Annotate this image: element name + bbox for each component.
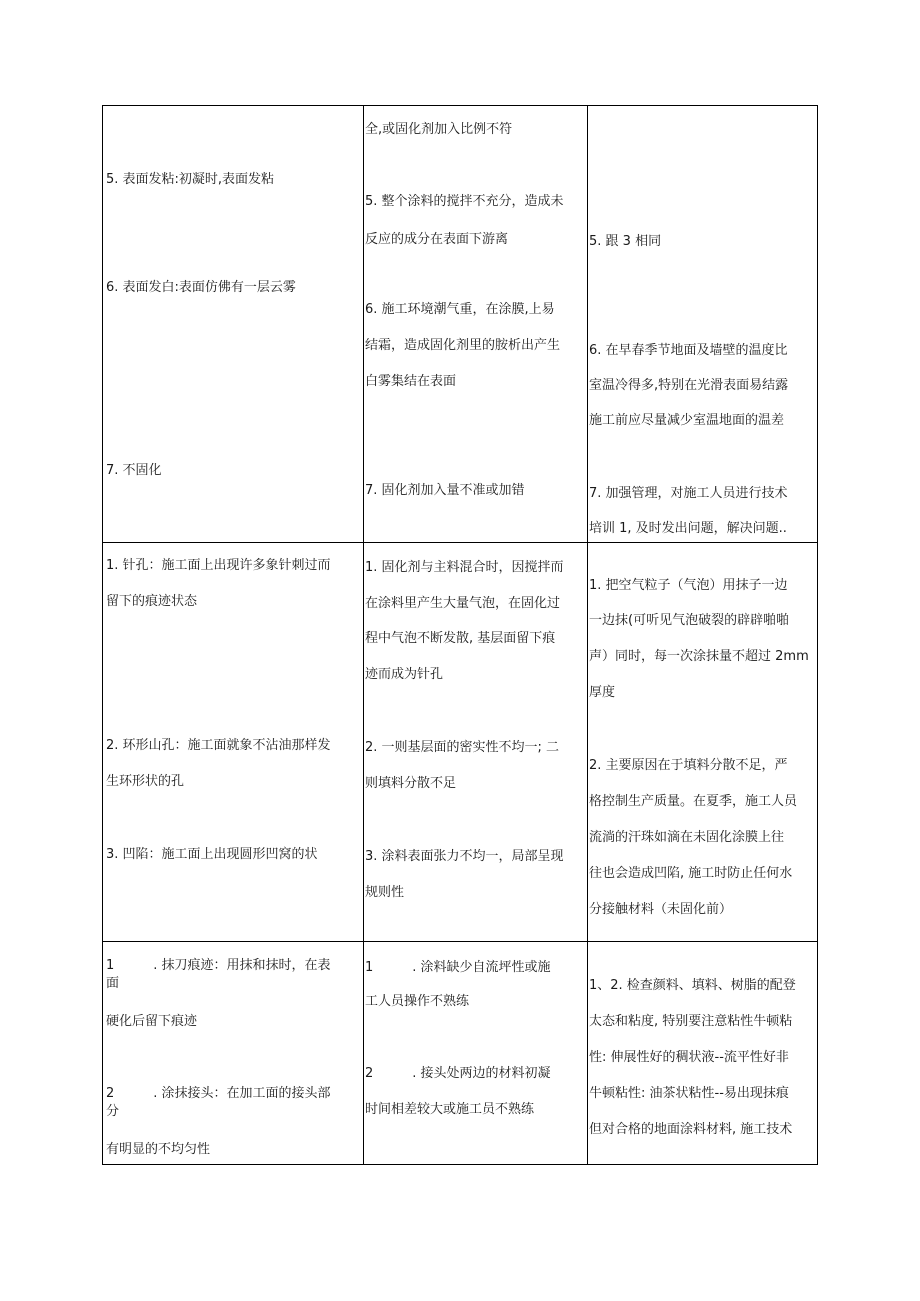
row3-symptom-line: 分	[106, 1104, 120, 1119]
row2-solution-line: 声）同时，每一次涂抹量不超过 2mm	[589, 649, 809, 664]
row1-cause-line: 白雾集结在表面	[365, 374, 457, 389]
row1-cause-line: 全,或固化剂加入比例不符	[365, 122, 513, 137]
row2-symptom-line: 生环形状的孔	[106, 774, 185, 789]
row3-symptom-line: 1 . 抹刀痕迹：用抹和抹时，在表	[106, 958, 331, 973]
row3-symptom-line: 面	[106, 976, 120, 991]
row3-cause-line: 1 . 涂料缺少自流坪性或施	[365, 960, 551, 975]
row3-solution-line: 太态和粘度, 特别要注意粘性牛顿粘	[589, 1014, 793, 1029]
row2-cause-line: 则填料分散不足	[365, 776, 457, 791]
row3-symptom-line: 硬化后留下痕迹	[106, 1014, 198, 1029]
column-divider-1	[363, 105, 364, 1165]
row3-symptom-line: 有明显的不均匀性	[106, 1142, 211, 1157]
row2-cause-line: 3. 涂料表面张力不均一，局部呈现	[365, 849, 564, 864]
row2-cause-line: 规则性	[365, 885, 405, 900]
table-border-top	[102, 105, 818, 106]
row1-cause-line: 反应的成分在表面下游离	[365, 232, 509, 247]
table-border-bottom	[102, 1164, 818, 1165]
row2-cause-line: 程中气泡不断发散, 基层面留下痕	[365, 631, 556, 646]
row2-solution-line: 一边抹(可听见气泡破裂的辟辟啪啪	[589, 613, 790, 628]
row1-cause-line: 6. 施工环境潮气重，在涂膜,上易	[365, 302, 555, 317]
row2-solution-line: 往也会造成凹陷, 施工时防止任何水	[589, 866, 793, 881]
row2-cause-line: 迹而成为针孔	[365, 667, 444, 682]
table-border-left	[102, 105, 103, 1165]
row1-solution-line: 室温冷得多,特别在光滑表面易结露	[589, 378, 789, 393]
row3-solution-line: 但对合格的地面涂料材料, 施工技术	[589, 1122, 793, 1137]
defects-table	[102, 105, 818, 1165]
row1-cause-line: 结霜，造成固化剂里的胺析出产生	[365, 338, 561, 353]
row2-solution-line: 1. 把空气粒子（气泡）用抹子一边	[589, 578, 788, 593]
row1-symptom-5: 5. 表面发粘:初凝时,表面发粘	[106, 172, 275, 187]
row2-symptom-line: 3. 凹陷：施工面上出现圆形凹窝的状	[106, 847, 318, 862]
row3-cause-line: 工人员操作不熟练	[365, 994, 470, 1009]
row3-cause-line: 时间相差较大或施工员不熟练	[365, 1102, 535, 1117]
row1-cause-line: 5. 整个涂料的搅拌不充分，造成未	[365, 194, 564, 209]
row-divider-1	[102, 542, 818, 543]
column-divider-2	[587, 105, 588, 1165]
row1-cause-line: 7. 固化剂加入量不准或加错	[365, 483, 525, 498]
row3-solution-line: 牛顿粘性: 油茶状粘性--易出现抹痕	[589, 1086, 789, 1101]
row3-solution-line: 1、2. 检查颜料、填料、树脂的配登	[589, 978, 796, 993]
row2-solution-line: 2. 主要原因在于填料分散不足，严	[589, 758, 788, 773]
row2-solution-line: 格控制生产质量。在夏季，施工人员	[589, 794, 798, 809]
row1-solution-line: 5. 跟 3 相同	[589, 234, 662, 249]
row-divider-2	[102, 941, 818, 942]
row3-symptom-line: 2 . 涂抹接头：在加工面的接头部	[106, 1086, 331, 1101]
row1-solution-line: 6. 在早春季节地面及墙壁的温度比	[589, 343, 788, 358]
row2-symptom-line: 1. 针孔：施工面上出现许多象针刺过而	[106, 558, 331, 573]
row2-symptom-line: 留下的痕迹状态	[106, 594, 198, 609]
row2-symptom-line: 2. 环形山孔：施工面就象不沾油那样发	[106, 738, 331, 753]
row2-solution-line: 流淌的汗珠如滴在未固化涂膜上往	[589, 830, 785, 845]
row1-symptom-7: 7. 不固化	[106, 463, 162, 478]
row2-cause-line: 1. 固化剂与主料混合时，因搅拌而	[365, 560, 564, 575]
row3-solution-line: 性: 伸展性好的稠状液--流平性好非	[589, 1050, 789, 1065]
row3-cause-line: 2 . 接头处两边的材料初凝	[365, 1066, 551, 1081]
row2-cause-line: 2. 一则基层面的密实性不均一; 二	[365, 740, 560, 755]
row1-symptom-6: 6. 表面发白:表面仿佛有一层云雾	[106, 280, 296, 295]
table-border-right	[817, 105, 818, 1165]
row1-solution-line: 施工前应尽量减少室温地面的温差	[589, 413, 785, 428]
row1-solution-line: 7. 加强管理，对施工人员进行技术	[589, 486, 788, 501]
row1-solution-line: 培训 1, 及时发出问题，解决问题..	[589, 521, 787, 536]
row2-solution-line: 分接触材料（未固化前）	[589, 902, 733, 917]
row2-cause-line: 在涂料里产生大量气泡，在固化过	[365, 596, 561, 611]
row2-solution-line: 厚度	[589, 685, 616, 700]
